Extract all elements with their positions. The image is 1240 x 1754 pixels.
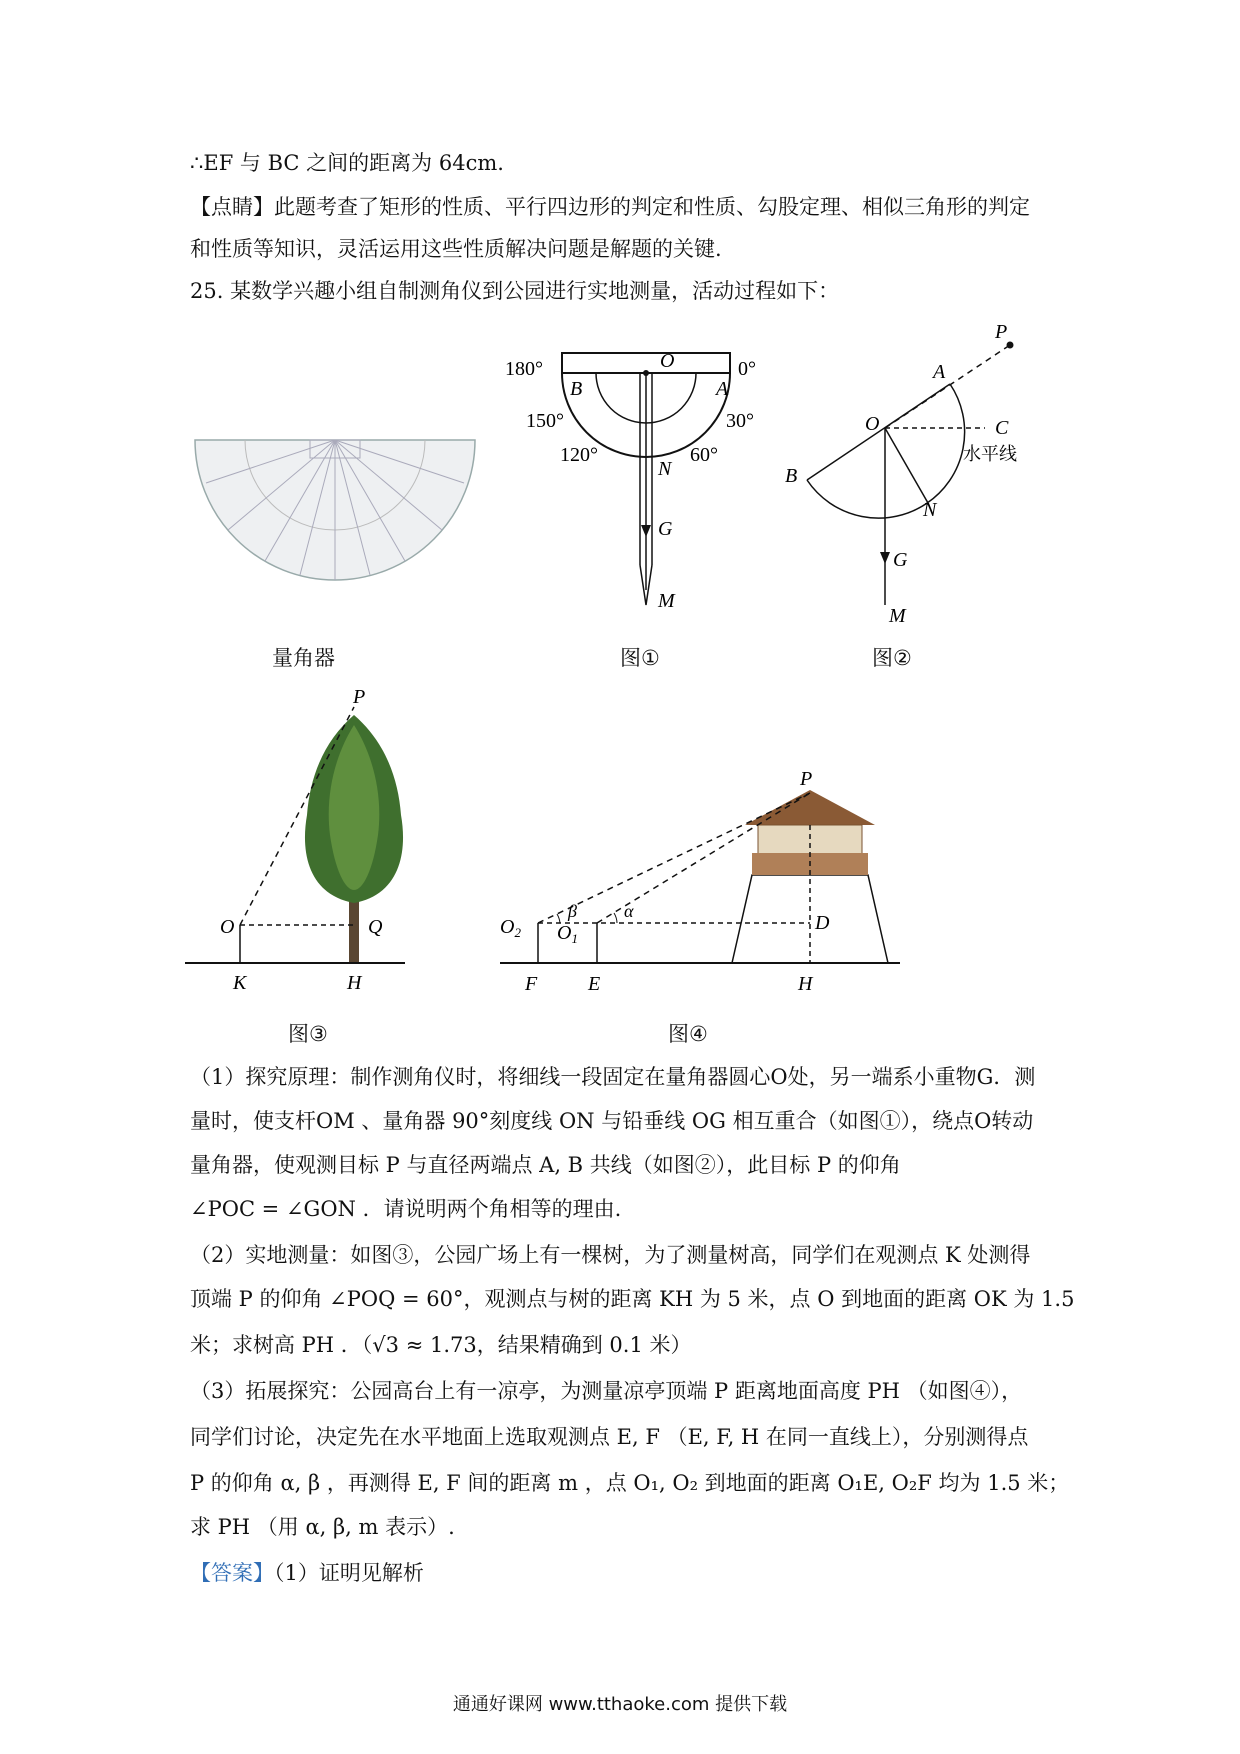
answer-text: （1）证明见解析 <box>274 1561 424 1585</box>
fig1-label-120: 120° <box>560 444 598 466</box>
figure-2 <box>785 320 1055 630</box>
fig3-label-H: H <box>347 972 362 994</box>
part2-line-a: （2）实地测量：如图③，公园广场上有一棵树，为了测量树高，同学们在观测点 K 处测得 <box>190 1243 1031 1267</box>
fig4-label-D: D <box>815 912 830 934</box>
fig1-label-M: M <box>658 590 675 612</box>
fig1-label-G: G <box>658 518 673 540</box>
page-footer: 通通好课网 www.tthaoke.com 提供下载 <box>452 1694 788 1715</box>
fig2-label-horizontal: 水平线 <box>963 444 1017 464</box>
fig2-label-O: O <box>865 413 880 435</box>
fig2-label-G: G <box>893 549 908 571</box>
part3-line-b: 同学们讨论，决定先在水平地面上选取观测点 E, F （E, F, H 在同一直线上），分别测得点 <box>190 1425 1029 1449</box>
part2-line-c: 米；求树高 PH ．（√3 ≈ 1.73，结果精确到 0.1 米） <box>190 1333 692 1357</box>
fig3-label-P: P <box>353 686 366 708</box>
protractor-image <box>190 435 480 595</box>
fig3-label-K: K <box>233 972 247 994</box>
figure-1 <box>500 345 770 620</box>
fig2-label-B: B <box>785 465 798 487</box>
part1-line-b: 量时，使支杆OM 、量角器 90°刻度线 ON 与铅垂线 OG 相互重合（如图①），绕点O转动 <box>190 1109 1034 1133</box>
caption-fig4: 图④ <box>668 1022 708 1046</box>
part3-line-c: P 的仰角 α, β ，再测得 E, F 间的距离 m ，点 O₁, O₂ 到地面的距离 O₁E, O₂F 均为 1.5 米； <box>190 1471 1070 1495</box>
figure-4 <box>500 765 920 995</box>
comment-line-1: 【点睛】此题考查了矩形的性质、平行四边形的判定和性质、勾股定理、相似三角形的判定 <box>190 195 1030 219</box>
part3-line-a: （3）拓展探究：公园高台上有一凉亭，为测量凉亭顶端 P 距离地面高度 PH （如图④）， <box>190 1379 1023 1403</box>
caption-fig3: 图③ <box>288 1022 328 1046</box>
figure-3 <box>185 685 425 995</box>
fig1-label-150: 150° <box>526 410 564 432</box>
comment-line-2: 和性质等知识，灵活运用这些性质解决问题是解题的关键. <box>190 237 722 261</box>
fig2-label-M: M <box>889 605 906 627</box>
fig2-label-N: N <box>923 499 937 521</box>
caption-fig1: 图① <box>620 646 660 670</box>
part1-line-c: 量角器，使观测目标 P 与直径两端点 A, B 共线（如图②），此目标 P 的仰角 <box>190 1153 901 1177</box>
fig2-label-P: P <box>995 321 1008 343</box>
fig4-label-F: F <box>525 973 538 995</box>
fig1-label-60: 60° <box>690 444 718 466</box>
fig3-label-O: O <box>220 916 235 938</box>
fig1-label-N: N <box>658 458 672 480</box>
fig1-label-30: 30° <box>726 410 754 432</box>
fig4-label-E: E <box>588 973 601 995</box>
fig4-label-P: P <box>800 768 813 790</box>
fig1-label-A: A <box>716 378 729 400</box>
caption-fig2: 图② <box>872 646 912 670</box>
fig4-label-O2: $O_2$ <box>500 916 521 940</box>
caption-protractor: 量角器 <box>272 646 335 670</box>
part2-line-b: 顶端 P 的仰角 ∠POQ = 60°，观测点与树的距离 KH 为 5 米，点 O 到地面的距离 OK 为 1.5 <box>190 1287 1075 1311</box>
fig2-label-A: A <box>933 361 946 383</box>
fig1-label-O: O <box>660 350 675 372</box>
conclusion-line: ∴EF 与 BC 之间的距离为 64cm. <box>190 151 504 175</box>
answer-tag: 【答案】 <box>190 1561 274 1585</box>
fig1-label-B: B <box>570 378 583 400</box>
fig2-label-C: C <box>995 417 1009 439</box>
fig4-label-beta: β <box>568 901 577 921</box>
fig1-label-0: 0° <box>738 358 756 380</box>
fig3-label-Q: Q <box>368 916 383 938</box>
fig4-label-H: H <box>798 973 813 995</box>
answer-line <box>190 1558 424 1588</box>
part1-line-a: （1）探究原理：制作测角仪时，将细线一段固定在量角器圆心O处，另一端系小重物G．测 <box>190 1065 1036 1089</box>
question-25-title: 25. 某数学兴趣小组自制测角仪到公园进行实地测量，活动过程如下： <box>190 279 840 303</box>
fig1-label-180: 180° <box>505 358 543 380</box>
part1-line-d: ∠POC = ∠GON ．请说明两个角相等的理由. <box>190 1197 622 1221</box>
fig4-label-alpha: α <box>624 901 634 921</box>
part3-line-d: 求 PH （用 α, β, m 表示）. <box>190 1515 455 1539</box>
fig4-label-O1: $O_1$ <box>557 922 578 946</box>
